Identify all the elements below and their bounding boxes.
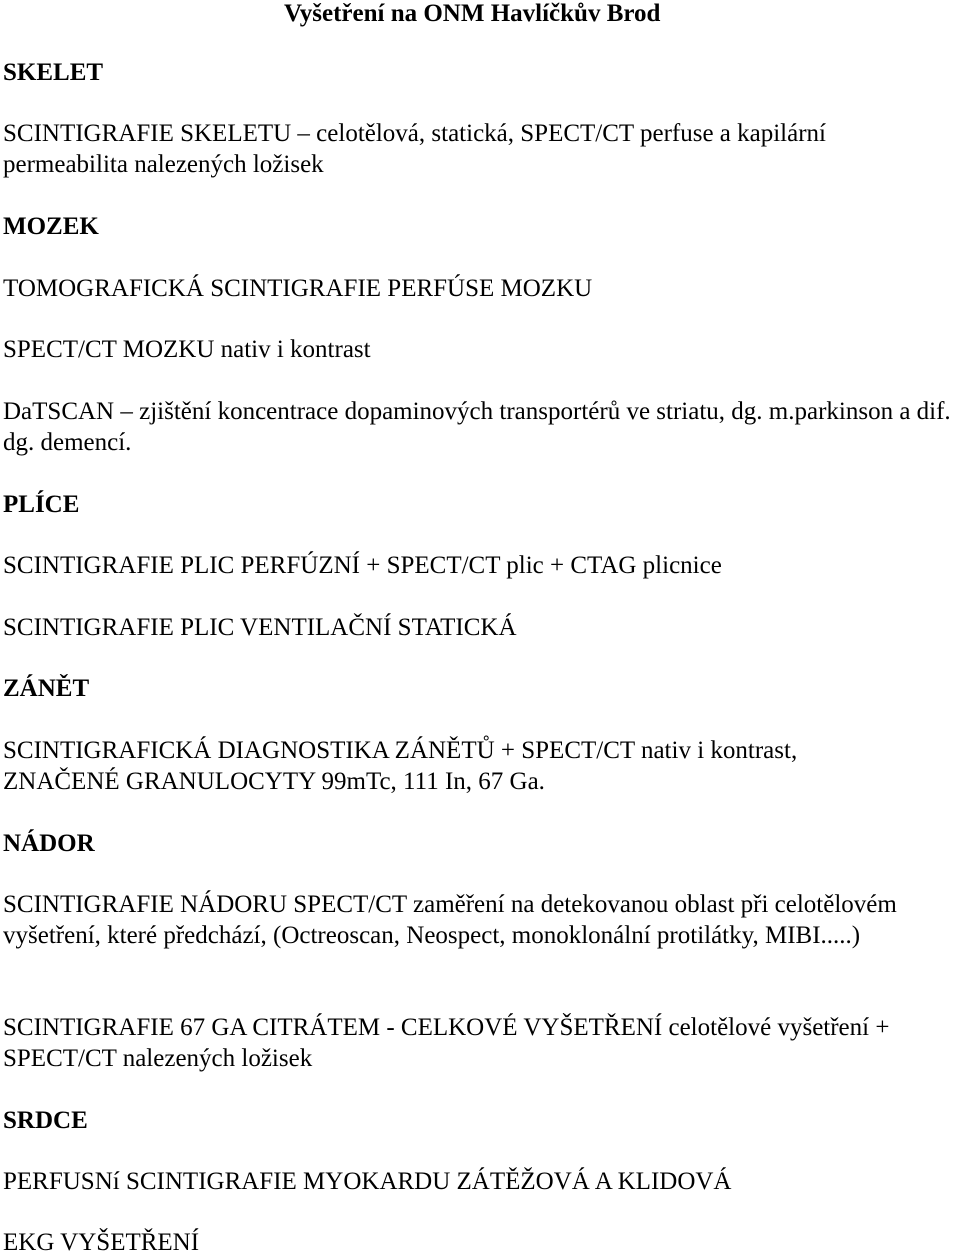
section-heading-skelet: SKELET <box>3 59 104 86</box>
item-scintigrafie-67-ga-citratem: SCINTIGRAFIE 67 GA CITRÁTEM - CELKOVÉ VYŠETŘENÍ celotělové vyšetření + SPECT/CT nalezených ložisek <box>3 1014 890 1072</box>
item-spect-ct-mozku: SPECT/CT MOZKU nativ i kontrast <box>3 336 371 363</box>
item-tomograficka-scintigrafie: TOMOGRAFICKÁ SCINTIGRAFIE PERFÚSE MOZKU <box>3 275 593 302</box>
section-heading-zanet: ZÁNĚT <box>3 675 90 702</box>
section-heading-plice: PLÍCE <box>3 491 80 518</box>
item-scintigrafie-skeletu: SCINTIGRAFIE SKELETU – celotělová, statická, SPECT/CT perfuse a kapilární permeabilita nalezených ložisek <box>3 120 826 178</box>
item-scintigrafie-plic-perfuzni: SCINTIGRAFIE PLIC PERFÚZNÍ + SPECT/CT plic + CTAG plicnice <box>3 552 722 579</box>
section-heading-nador: NÁDOR <box>3 830 95 857</box>
item-perfusni-scintigrafie-myokardu: PERFUSNí SCINTIGRAFIE MYOKARDU ZÁTĚŽOVÁ A KLIDOVÁ <box>3 1168 732 1195</box>
section-heading-mozek: MOZEK <box>3 213 99 240</box>
item-datscan: DaTSCAN – zjištění koncentrace dopaminových transportérů ve striatu, dg. m.parkinson a dif. dg. demencí. <box>3 398 951 456</box>
section-heading-srdce: SRDCE <box>3 1107 88 1134</box>
item-scintigrafie-nadoru: SCINTIGRAFIE NÁDORU SPECT/CT zaměření na detekovanou oblast při celotělovém vyšetření, které předchází, (Octreoscan, Neospect, monoklonální protilátky, MIBI.....) <box>3 891 897 949</box>
item-scintigraficka-diagnostika-zanetu: SCINTIGRAFICKÁ DIAGNOSTIKA ZÁNĚTŮ + SPECT/CT nativ i kontrast, ZNAČENÉ GRANULOCYTY 99mTc, 111 In, 67 Ga. <box>3 737 798 795</box>
item-ekg-vysetreni: EKG VYŠETŘENÍ <box>3 1229 200 1256</box>
item-scintigrafie-plic-ventilacni: SCINTIGRAFIE PLIC VENTILAČNÍ STATICKÁ <box>3 614 517 641</box>
document-title: Vyšetření na ONM Havlíčkův Brod <box>284 0 661 27</box>
